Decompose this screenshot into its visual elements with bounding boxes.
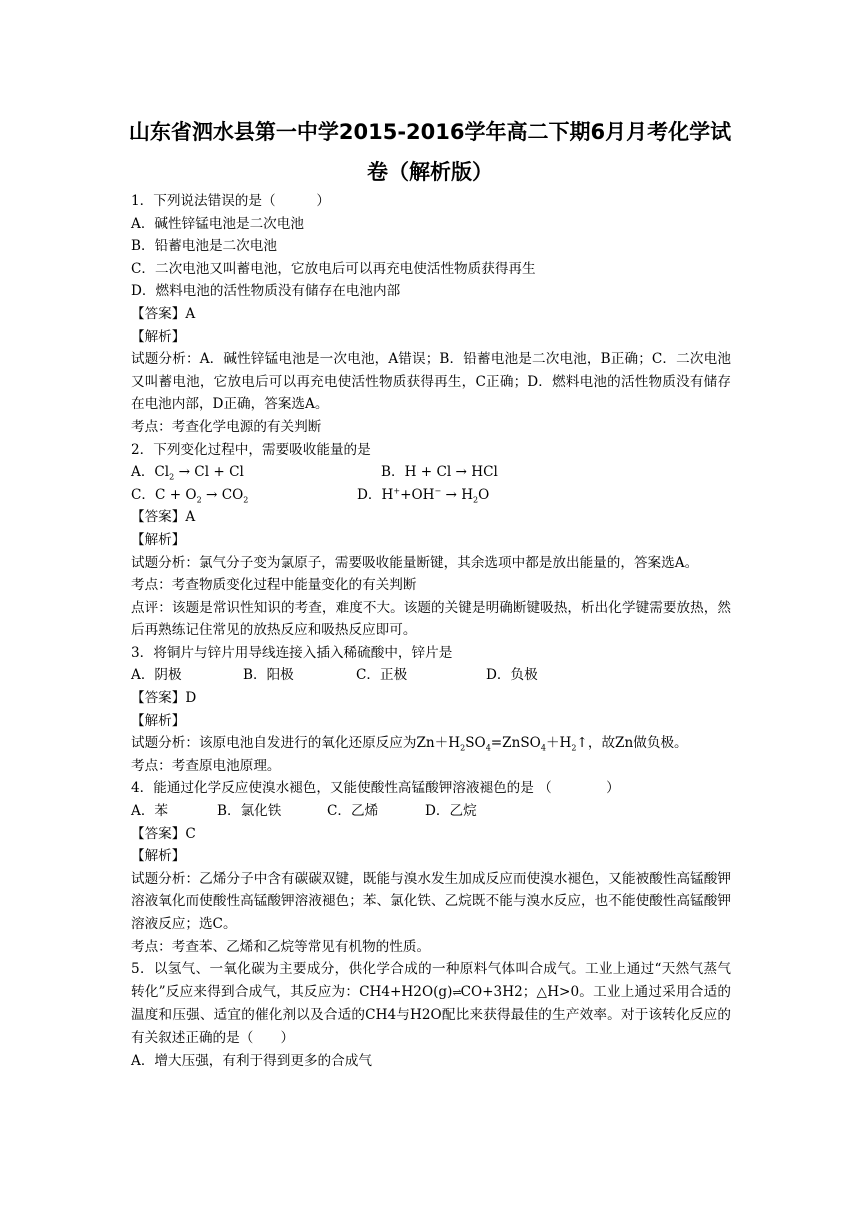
q1-option-c: C．二次电池又叫蓄电池，它放电后可以再充电使活性物质获得再生 bbox=[131, 260, 536, 277]
q3-option-c: C．正极 bbox=[356, 667, 408, 684]
q3-answer: 【答案】D bbox=[131, 690, 197, 707]
q2-point: 考点：考查物质变化过程中能量变化的有关判断 bbox=[131, 577, 417, 594]
question-content bbox=[131, 190, 731, 1072]
q4-stem: 4．能通过化学反应使溴水褪色，又能使酸性高锰酸钾溶液褪色的是 （ ） bbox=[131, 780, 620, 797]
q2-stem: 2．下列变化过程中，需要吸收能量的是 bbox=[131, 441, 371, 458]
document-title-line-2: 卷（解析版） bbox=[367, 160, 493, 184]
q5-stem: 5．以氢气、一氧化碳为主要成分，供化学合成的一种原料气体叫合成气。工业上通过“天然气蒸气转化”反应来得到合成气，其反应为：CH4+H2O(g)⇌CO+3H2；△H>0。工业上通过采用合适的温度和压强、适宜的催化剂以及合适的CH4与H2O配比来获得最佳的生产效率。对于该转化反应的有关叙述正确的是（ ） bbox=[131, 961, 732, 1046]
q1-option-a: A．碱性锌锰电池是二次电池 bbox=[131, 215, 304, 232]
q2-analysis: 试题分析：氯气分子变为氯原子，需要吸收能量断键，其余选项中都是放出能量的，答案选A。 bbox=[131, 554, 699, 571]
q4-point: 考点：考查苯、乙烯和乙烷等常见有机物的性质。 bbox=[131, 938, 431, 955]
q2-comment: 点评：该题是常识性知识的考查，难度不大。该题的关键是明确断键吸热，析出化学键需要放热，然后再熟练记住常见的放热反应和吸热反应即可。 bbox=[131, 599, 731, 639]
q2-option-b: B．H + Cl → HCl bbox=[381, 464, 498, 481]
q2-option-c: C．$C + O_2 \to CO_2$ bbox=[131, 486, 249, 505]
q4-analysis-label: 【解析】 bbox=[131, 848, 186, 865]
q3-point: 考点：考查原电池原理。 bbox=[131, 757, 281, 774]
q3-analysis: 试题分析：该原电池自发进行的氧化还原反应为$Zn+H_2SO_4=ZnSO_4+H_2↑$，故Zn做负极。 bbox=[131, 735, 688, 753]
q2-options-row-1 bbox=[131, 461, 731, 484]
q3-option-b: B．阳极 bbox=[243, 667, 294, 684]
q1-answer: 【答案】A bbox=[131, 305, 196, 322]
q4-option-d: D．乙烷 bbox=[425, 803, 477, 820]
q4-option-b: B．氯化铁 bbox=[217, 803, 282, 820]
q1-analysis-label: 【解析】 bbox=[131, 328, 186, 345]
q3-option-d: D．负极 bbox=[486, 667, 538, 684]
q4-option-c: C．乙烯 bbox=[327, 803, 379, 820]
q1-option-b: B．铅蓄电池是二次电池 bbox=[131, 238, 277, 255]
q2-analysis-label: 【解析】 bbox=[131, 531, 186, 548]
q2-option-d: D．$H^++OH^- \to H_2O$ bbox=[357, 486, 490, 505]
q1-analysis: 试题分析：A．碱性锌锰电池是一次电池，A错误；B．铅蓄电池是二次电池，B正确；C．二次电池又叫蓄电池，它放电后可以再充电使活性物质获得再生，C正确；D．燃料电池的活性物质没有储存在电池内部，D正确，答案选A。 bbox=[131, 351, 731, 413]
q2-option-a: A．$Cl_2 \to Cl + Cl$ bbox=[131, 464, 244, 482]
q3-stem: 3．将铜片与锌片用导线连接入插入稀硫酸中，锌片是 bbox=[131, 644, 453, 661]
q4-analysis: 试题分析：乙烯分子中含有碳碳双键，既能与溴水发生加成反应而使溴水褪色，又能被酸性高锰酸钾溶液氧化而使酸性高锰酸钾溶液褪色；苯、氯化铁、乙烷既不能与溴水反应，也不能使酸性高锰酸钾溶液反应；选C。 bbox=[131, 870, 731, 932]
q1-option-d: D．燃料电池的活性物质没有储存在电池内部 bbox=[131, 283, 401, 300]
equilibrium-arrow-icon: ⇌ bbox=[452, 985, 461, 999]
q3-analysis-label: 【解析】 bbox=[131, 712, 186, 729]
q2-options-row-2 bbox=[131, 484, 731, 507]
document-title-line-1: 山东省泗水县第一中学2015-2016学年高二下期6月月考化学试 bbox=[128, 120, 732, 144]
q5-option-a: A．增大压强，有利于得到更多的合成气 bbox=[131, 1052, 372, 1069]
q4-answer: 【答案】C bbox=[131, 825, 196, 842]
q3-option-a: A．阴极 bbox=[131, 667, 182, 684]
q1-point: 考点：考查化学电源的有关判断 bbox=[131, 418, 322, 435]
q4-option-a: A．苯 bbox=[131, 803, 169, 820]
q4-options bbox=[131, 800, 731, 823]
q1-stem: 1．下列说法错误的是（ ） bbox=[131, 193, 330, 209]
q3-options bbox=[131, 664, 731, 687]
q2-answer: 【答案】A bbox=[131, 509, 196, 526]
